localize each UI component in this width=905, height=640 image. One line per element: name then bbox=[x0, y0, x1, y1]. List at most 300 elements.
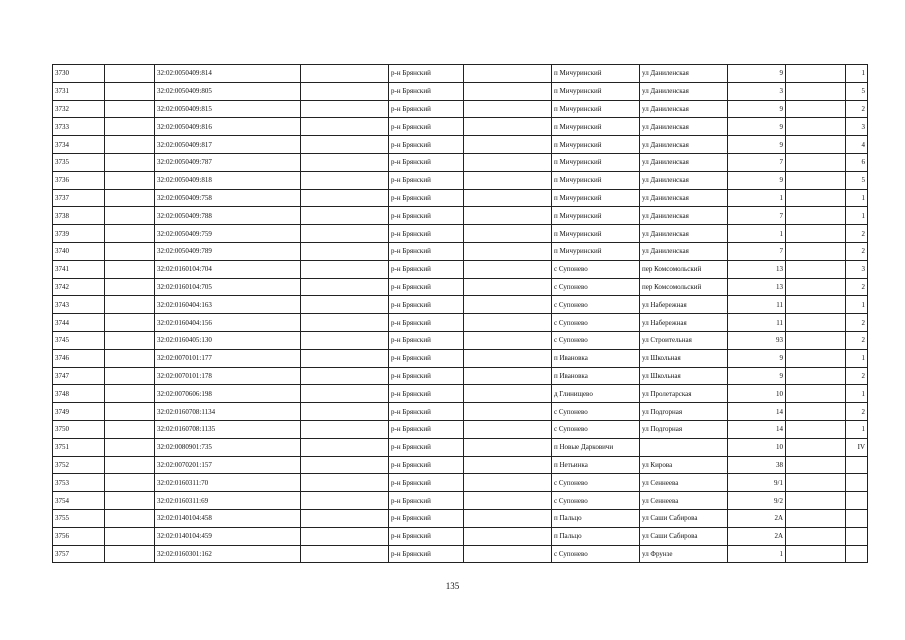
settlement-cell: с Супонево bbox=[552, 331, 640, 349]
table-body bbox=[53, 65, 868, 563]
apartment-number-cell: 2 bbox=[846, 225, 868, 243]
house-number-cell: 3 bbox=[728, 82, 786, 100]
empty-cell bbox=[301, 118, 389, 136]
street-cell: ул Даниленская bbox=[640, 189, 728, 207]
district-cell: р-н Брянский bbox=[389, 207, 464, 225]
empty-cell bbox=[464, 438, 552, 456]
empty-cell bbox=[105, 545, 155, 563]
cadastral-number-cell: 32:02:0160708:1134 bbox=[155, 403, 301, 421]
street-cell: ул Даниленская bbox=[640, 207, 728, 225]
street-cell: ул Даниленская bbox=[640, 136, 728, 154]
district-cell: р-н Брянский bbox=[389, 367, 464, 385]
district-cell: р-н Брянский bbox=[389, 509, 464, 527]
empty-cell bbox=[301, 367, 389, 385]
empty-cell bbox=[464, 278, 552, 296]
table-row bbox=[53, 385, 868, 403]
empty-cell bbox=[464, 296, 552, 314]
registry-table bbox=[52, 64, 868, 563]
cadastral-number-cell: 32:02:0140104:459 bbox=[155, 527, 301, 545]
row-number-cell: 3756 bbox=[53, 527, 105, 545]
table-row bbox=[53, 456, 868, 474]
district-cell: р-н Брянский bbox=[389, 260, 464, 278]
district-cell: р-н Брянский bbox=[389, 171, 464, 189]
table-row bbox=[53, 331, 868, 349]
empty-cell bbox=[786, 153, 846, 171]
district-cell: р-н Брянский bbox=[389, 385, 464, 403]
row-number-cell: 3731 bbox=[53, 82, 105, 100]
settlement-cell: п Пальцо bbox=[552, 527, 640, 545]
empty-cell bbox=[786, 118, 846, 136]
table-row bbox=[53, 65, 868, 83]
apartment-number-cell: 1 bbox=[846, 385, 868, 403]
settlement-cell: п Мичуринский bbox=[552, 82, 640, 100]
house-number-cell: 10 bbox=[728, 438, 786, 456]
row-number-cell: 3744 bbox=[53, 314, 105, 332]
apartment-number-cell bbox=[846, 492, 868, 510]
cadastral-number-cell: 32:02:0070101:177 bbox=[155, 349, 301, 367]
empty-cell bbox=[786, 242, 846, 260]
house-number-cell: 9 bbox=[728, 118, 786, 136]
empty-cell bbox=[301, 82, 389, 100]
table-row bbox=[53, 492, 868, 510]
empty-cell bbox=[301, 153, 389, 171]
empty-cell bbox=[105, 242, 155, 260]
row-number-cell: 3748 bbox=[53, 385, 105, 403]
row-number-cell: 3746 bbox=[53, 349, 105, 367]
empty-cell bbox=[786, 474, 846, 492]
table-row bbox=[53, 403, 868, 421]
district-cell: р-н Брянский bbox=[389, 189, 464, 207]
cadastral-number-cell: 32:02:0050409:815 bbox=[155, 100, 301, 118]
empty-cell bbox=[301, 385, 389, 403]
empty-cell bbox=[105, 349, 155, 367]
row-number-cell: 3749 bbox=[53, 403, 105, 421]
empty-cell bbox=[105, 296, 155, 314]
empty-cell bbox=[105, 314, 155, 332]
house-number-cell: 14 bbox=[728, 403, 786, 421]
row-number-cell: 3750 bbox=[53, 420, 105, 438]
empty-cell bbox=[301, 278, 389, 296]
street-cell: ул Кирова bbox=[640, 456, 728, 474]
street-cell: пер Комсомольский bbox=[640, 260, 728, 278]
empty-cell bbox=[105, 153, 155, 171]
row-number-cell: 3733 bbox=[53, 118, 105, 136]
empty-cell bbox=[464, 82, 552, 100]
street-cell: ул Саши Сабирова bbox=[640, 527, 728, 545]
cadastral-number-cell: 32:02:0050409:816 bbox=[155, 118, 301, 136]
cadastral-number-cell: 32:02:0080901:735 bbox=[155, 438, 301, 456]
settlement-cell: п Нетьинка bbox=[552, 456, 640, 474]
district-cell: р-н Брянский bbox=[389, 278, 464, 296]
settlement-cell: с Супонево bbox=[552, 260, 640, 278]
apartment-number-cell: 2 bbox=[846, 331, 868, 349]
empty-cell bbox=[301, 527, 389, 545]
empty-cell bbox=[105, 65, 155, 83]
settlement-cell: п Ивановка bbox=[552, 367, 640, 385]
house-number-cell: 1 bbox=[728, 545, 786, 563]
apartment-number-cell bbox=[846, 509, 868, 527]
table-row bbox=[53, 527, 868, 545]
cadastral-number-cell: 32:02:0050409:817 bbox=[155, 136, 301, 154]
house-number-cell: 11 bbox=[728, 314, 786, 332]
street-cell: ул Даниленская bbox=[640, 100, 728, 118]
empty-cell bbox=[301, 242, 389, 260]
cadastral-number-cell: 32:02:0050409:759 bbox=[155, 225, 301, 243]
empty-cell bbox=[105, 438, 155, 456]
district-cell: р-н Брянский bbox=[389, 456, 464, 474]
cadastral-number-cell: 32:02:0050409:787 bbox=[155, 153, 301, 171]
empty-cell bbox=[301, 509, 389, 527]
apartment-number-cell: 2 bbox=[846, 367, 868, 385]
settlement-cell: п Мичуринский bbox=[552, 171, 640, 189]
row-number-cell: 3736 bbox=[53, 171, 105, 189]
house-number-cell: 38 bbox=[728, 456, 786, 474]
district-cell: р-н Брянский bbox=[389, 314, 464, 332]
house-number-cell: 9 bbox=[728, 367, 786, 385]
table-row bbox=[53, 278, 868, 296]
district-cell: р-н Брянский bbox=[389, 242, 464, 260]
district-cell: р-н Брянский bbox=[389, 225, 464, 243]
table-row bbox=[53, 100, 868, 118]
table-row bbox=[53, 509, 868, 527]
empty-cell bbox=[464, 207, 552, 225]
apartment-number-cell: 2 bbox=[846, 100, 868, 118]
row-number-cell: 3732 bbox=[53, 100, 105, 118]
house-number-cell: 13 bbox=[728, 260, 786, 278]
table-row bbox=[53, 367, 868, 385]
district-cell: р-н Брянский bbox=[389, 331, 464, 349]
apartment-number-cell: 2 bbox=[846, 403, 868, 421]
apartment-number-cell: 1 bbox=[846, 189, 868, 207]
empty-cell bbox=[786, 225, 846, 243]
empty-cell bbox=[464, 403, 552, 421]
empty-cell bbox=[786, 278, 846, 296]
row-number-cell: 3734 bbox=[53, 136, 105, 154]
settlement-cell: п Ивановка bbox=[552, 349, 640, 367]
street-cell: ул Даниленская bbox=[640, 242, 728, 260]
cadastral-number-cell: 32:02:0070606:198 bbox=[155, 385, 301, 403]
empty-cell bbox=[301, 171, 389, 189]
empty-cell bbox=[105, 136, 155, 154]
house-number-cell: 11 bbox=[728, 296, 786, 314]
district-cell: р-н Брянский bbox=[389, 545, 464, 563]
row-number-cell: 3753 bbox=[53, 474, 105, 492]
empty-cell bbox=[301, 136, 389, 154]
cadastral-number-cell: 32:02:0050409:789 bbox=[155, 242, 301, 260]
table-row bbox=[53, 296, 868, 314]
cadastral-number-cell: 32:02:0160311:69 bbox=[155, 492, 301, 510]
empty-cell bbox=[105, 260, 155, 278]
cadastral-number-cell: 32:02:0160405:130 bbox=[155, 331, 301, 349]
house-number-cell: 9 bbox=[728, 171, 786, 189]
settlement-cell: с Супонево bbox=[552, 278, 640, 296]
empty-cell bbox=[105, 509, 155, 527]
table-row bbox=[53, 118, 868, 136]
street-cell: ул Школьная bbox=[640, 367, 728, 385]
district-cell: р-н Брянский bbox=[389, 296, 464, 314]
settlement-cell: д Глинищево bbox=[552, 385, 640, 403]
district-cell: р-н Брянский bbox=[389, 65, 464, 83]
empty-cell bbox=[301, 65, 389, 83]
empty-cell bbox=[464, 349, 552, 367]
street-cell: ул Пролетарская bbox=[640, 385, 728, 403]
district-cell: р-н Брянский bbox=[389, 349, 464, 367]
table-row bbox=[53, 474, 868, 492]
row-number-cell: 3739 bbox=[53, 225, 105, 243]
settlement-cell: с Супонево bbox=[552, 296, 640, 314]
empty-cell bbox=[464, 367, 552, 385]
empty-cell bbox=[301, 403, 389, 421]
street-cell: ул Строительная bbox=[640, 331, 728, 349]
empty-cell bbox=[464, 420, 552, 438]
empty-cell bbox=[301, 545, 389, 563]
empty-cell bbox=[786, 296, 846, 314]
empty-cell bbox=[786, 171, 846, 189]
house-number-cell: 7 bbox=[728, 207, 786, 225]
apartment-number-cell: 1 bbox=[846, 420, 868, 438]
apartment-number-cell: IV bbox=[846, 438, 868, 456]
cadastral-number-cell: 32:02:0070101:178 bbox=[155, 367, 301, 385]
empty-cell bbox=[105, 189, 155, 207]
empty-cell bbox=[301, 296, 389, 314]
settlement-cell: п Мичуринский bbox=[552, 153, 640, 171]
house-number-cell: 2А bbox=[728, 527, 786, 545]
empty-cell bbox=[105, 403, 155, 421]
empty-cell bbox=[464, 65, 552, 83]
empty-cell bbox=[786, 527, 846, 545]
district-cell: р-н Брянский bbox=[389, 492, 464, 510]
house-number-cell: 9 bbox=[728, 100, 786, 118]
cadastral-number-cell: 32:02:0160104:705 bbox=[155, 278, 301, 296]
empty-cell bbox=[464, 314, 552, 332]
empty-cell bbox=[786, 314, 846, 332]
row-number-cell: 3742 bbox=[53, 278, 105, 296]
apartment-number-cell bbox=[846, 456, 868, 474]
empty-cell bbox=[464, 100, 552, 118]
empty-cell bbox=[786, 189, 846, 207]
house-number-cell: 14 bbox=[728, 420, 786, 438]
district-cell: р-н Брянский bbox=[389, 136, 464, 154]
empty-cell bbox=[105, 225, 155, 243]
empty-cell bbox=[105, 82, 155, 100]
settlement-cell: с Супонево bbox=[552, 403, 640, 421]
apartment-number-cell: 6 bbox=[846, 153, 868, 171]
apartment-number-cell: 2 bbox=[846, 242, 868, 260]
table-row bbox=[53, 545, 868, 563]
apartment-number-cell bbox=[846, 545, 868, 563]
cadastral-number-cell: 32:02:0160301:162 bbox=[155, 545, 301, 563]
house-number-cell: 2А bbox=[728, 509, 786, 527]
empty-cell bbox=[301, 474, 389, 492]
empty-cell bbox=[464, 385, 552, 403]
empty-cell bbox=[464, 189, 552, 207]
street-cell: пер Комсомольский bbox=[640, 278, 728, 296]
house-number-cell: 13 bbox=[728, 278, 786, 296]
settlement-cell: с Супонево bbox=[552, 474, 640, 492]
street-cell: ул Даниленская bbox=[640, 153, 728, 171]
empty-cell bbox=[786, 403, 846, 421]
empty-cell bbox=[464, 118, 552, 136]
table-row bbox=[53, 438, 868, 456]
empty-cell bbox=[301, 492, 389, 510]
row-number-cell: 3751 bbox=[53, 438, 105, 456]
empty-cell bbox=[301, 331, 389, 349]
empty-cell bbox=[301, 349, 389, 367]
settlement-cell: с Супонево bbox=[552, 545, 640, 563]
street-cell: ул Школьная bbox=[640, 349, 728, 367]
district-cell: р-н Брянский bbox=[389, 438, 464, 456]
cadastral-number-cell: 32:02:0070201:157 bbox=[155, 456, 301, 474]
empty-cell bbox=[464, 260, 552, 278]
cadastral-number-cell: 32:02:0160311:70 bbox=[155, 474, 301, 492]
settlement-cell: с Супонево bbox=[552, 314, 640, 332]
empty-cell bbox=[786, 420, 846, 438]
cadastral-number-cell: 32:02:0050409:758 bbox=[155, 189, 301, 207]
house-number-cell: 9/1 bbox=[728, 474, 786, 492]
cadastral-number-cell: 32:02:0050409:805 bbox=[155, 82, 301, 100]
empty-cell bbox=[786, 349, 846, 367]
settlement-cell: п Мичуринский bbox=[552, 189, 640, 207]
row-number-cell: 3738 bbox=[53, 207, 105, 225]
district-cell: р-н Брянский bbox=[389, 403, 464, 421]
settlement-cell: п Мичуринский bbox=[552, 100, 640, 118]
table-row bbox=[53, 207, 868, 225]
empty-cell bbox=[464, 456, 552, 474]
street-cell: ул Подгорная bbox=[640, 420, 728, 438]
row-number-cell: 3745 bbox=[53, 331, 105, 349]
empty-cell bbox=[786, 385, 846, 403]
empty-cell bbox=[786, 136, 846, 154]
house-number-cell: 7 bbox=[728, 153, 786, 171]
street-cell: ул Даниленская bbox=[640, 82, 728, 100]
street-cell: ул Даниленская bbox=[640, 65, 728, 83]
settlement-cell: п Пальцо bbox=[552, 509, 640, 527]
empty-cell bbox=[105, 385, 155, 403]
apartment-number-cell bbox=[846, 474, 868, 492]
settlement-cell: с Супонево bbox=[552, 420, 640, 438]
table-row bbox=[53, 242, 868, 260]
row-number-cell: 3747 bbox=[53, 367, 105, 385]
row-number-cell: 3741 bbox=[53, 260, 105, 278]
table-row bbox=[53, 136, 868, 154]
cadastral-number-cell: 32:02:0050409:818 bbox=[155, 171, 301, 189]
house-number-cell: 9 bbox=[728, 349, 786, 367]
empty-cell bbox=[786, 207, 846, 225]
empty-cell bbox=[786, 545, 846, 563]
empty-cell bbox=[464, 331, 552, 349]
empty-cell bbox=[105, 527, 155, 545]
empty-cell bbox=[464, 225, 552, 243]
empty-cell bbox=[464, 153, 552, 171]
empty-cell bbox=[786, 260, 846, 278]
empty-cell bbox=[786, 492, 846, 510]
empty-cell bbox=[301, 100, 389, 118]
empty-cell bbox=[105, 171, 155, 189]
empty-cell bbox=[464, 171, 552, 189]
cadastral-number-cell: 32:02:0140104:458 bbox=[155, 509, 301, 527]
empty-cell bbox=[786, 331, 846, 349]
empty-cell bbox=[464, 527, 552, 545]
apartment-number-cell: 5 bbox=[846, 171, 868, 189]
table-row bbox=[53, 260, 868, 278]
empty-cell bbox=[105, 474, 155, 492]
apartment-number-cell: 1 bbox=[846, 207, 868, 225]
row-number-cell: 3743 bbox=[53, 296, 105, 314]
empty-cell bbox=[464, 509, 552, 527]
apartment-number-cell: 1 bbox=[846, 349, 868, 367]
empty-cell bbox=[301, 189, 389, 207]
house-number-cell: 10 bbox=[728, 385, 786, 403]
cadastral-number-cell: 32:02:0160404:156 bbox=[155, 314, 301, 332]
empty-cell bbox=[105, 420, 155, 438]
settlement-cell: п Мичуринский bbox=[552, 65, 640, 83]
table-row bbox=[53, 153, 868, 171]
street-cell: ул Даниленская bbox=[640, 118, 728, 136]
table-row bbox=[53, 349, 868, 367]
district-cell: р-н Брянский bbox=[389, 420, 464, 438]
row-number-cell: 3735 bbox=[53, 153, 105, 171]
house-number-cell: 9/2 bbox=[728, 492, 786, 510]
table-row bbox=[53, 171, 868, 189]
cadastral-number-cell: 32:02:0050409:814 bbox=[155, 65, 301, 83]
street-cell bbox=[640, 438, 728, 456]
street-cell: ул Подгорная bbox=[640, 403, 728, 421]
empty-cell bbox=[105, 100, 155, 118]
row-number-cell: 3752 bbox=[53, 456, 105, 474]
district-cell: р-н Брянский bbox=[389, 153, 464, 171]
cadastral-number-cell: 32:02:0160104:704 bbox=[155, 260, 301, 278]
empty-cell bbox=[786, 65, 846, 83]
settlement-cell: п Мичуринский bbox=[552, 242, 640, 260]
empty-cell bbox=[105, 367, 155, 385]
settlement-cell: п Мичуринский bbox=[552, 118, 640, 136]
apartment-number-cell bbox=[846, 527, 868, 545]
empty-cell bbox=[464, 474, 552, 492]
street-cell: ул Даниленская bbox=[640, 171, 728, 189]
district-cell: р-н Брянский bbox=[389, 82, 464, 100]
empty-cell bbox=[105, 492, 155, 510]
page-number: 135 bbox=[445, 581, 460, 591]
apartment-number-cell: 4 bbox=[846, 136, 868, 154]
empty-cell bbox=[105, 278, 155, 296]
apartment-number-cell: 1 bbox=[846, 65, 868, 83]
apartment-number-cell: 2 bbox=[846, 278, 868, 296]
row-number-cell: 3754 bbox=[53, 492, 105, 510]
street-cell: ул Набережная bbox=[640, 296, 728, 314]
cadastral-number-cell: 32:02:0050409:788 bbox=[155, 207, 301, 225]
empty-cell bbox=[786, 82, 846, 100]
empty-cell bbox=[786, 509, 846, 527]
empty-cell bbox=[105, 331, 155, 349]
empty-cell bbox=[105, 118, 155, 136]
street-cell: ул Даниленская bbox=[640, 225, 728, 243]
settlement-cell: п Мичуринский bbox=[552, 207, 640, 225]
table-row bbox=[53, 420, 868, 438]
district-cell: р-н Брянский bbox=[389, 118, 464, 136]
empty-cell bbox=[301, 456, 389, 474]
street-cell: ул Саши Сабирова bbox=[640, 509, 728, 527]
house-number-cell: 1 bbox=[728, 189, 786, 207]
settlement-cell: п Мичуринский bbox=[552, 136, 640, 154]
empty-cell bbox=[105, 456, 155, 474]
empty-cell bbox=[786, 456, 846, 474]
district-cell: р-н Брянский bbox=[389, 100, 464, 118]
empty-cell bbox=[301, 438, 389, 456]
house-number-cell: 7 bbox=[728, 242, 786, 260]
empty-cell bbox=[786, 100, 846, 118]
settlement-cell: с Супонево bbox=[552, 492, 640, 510]
street-cell: ул Сеннеева bbox=[640, 492, 728, 510]
